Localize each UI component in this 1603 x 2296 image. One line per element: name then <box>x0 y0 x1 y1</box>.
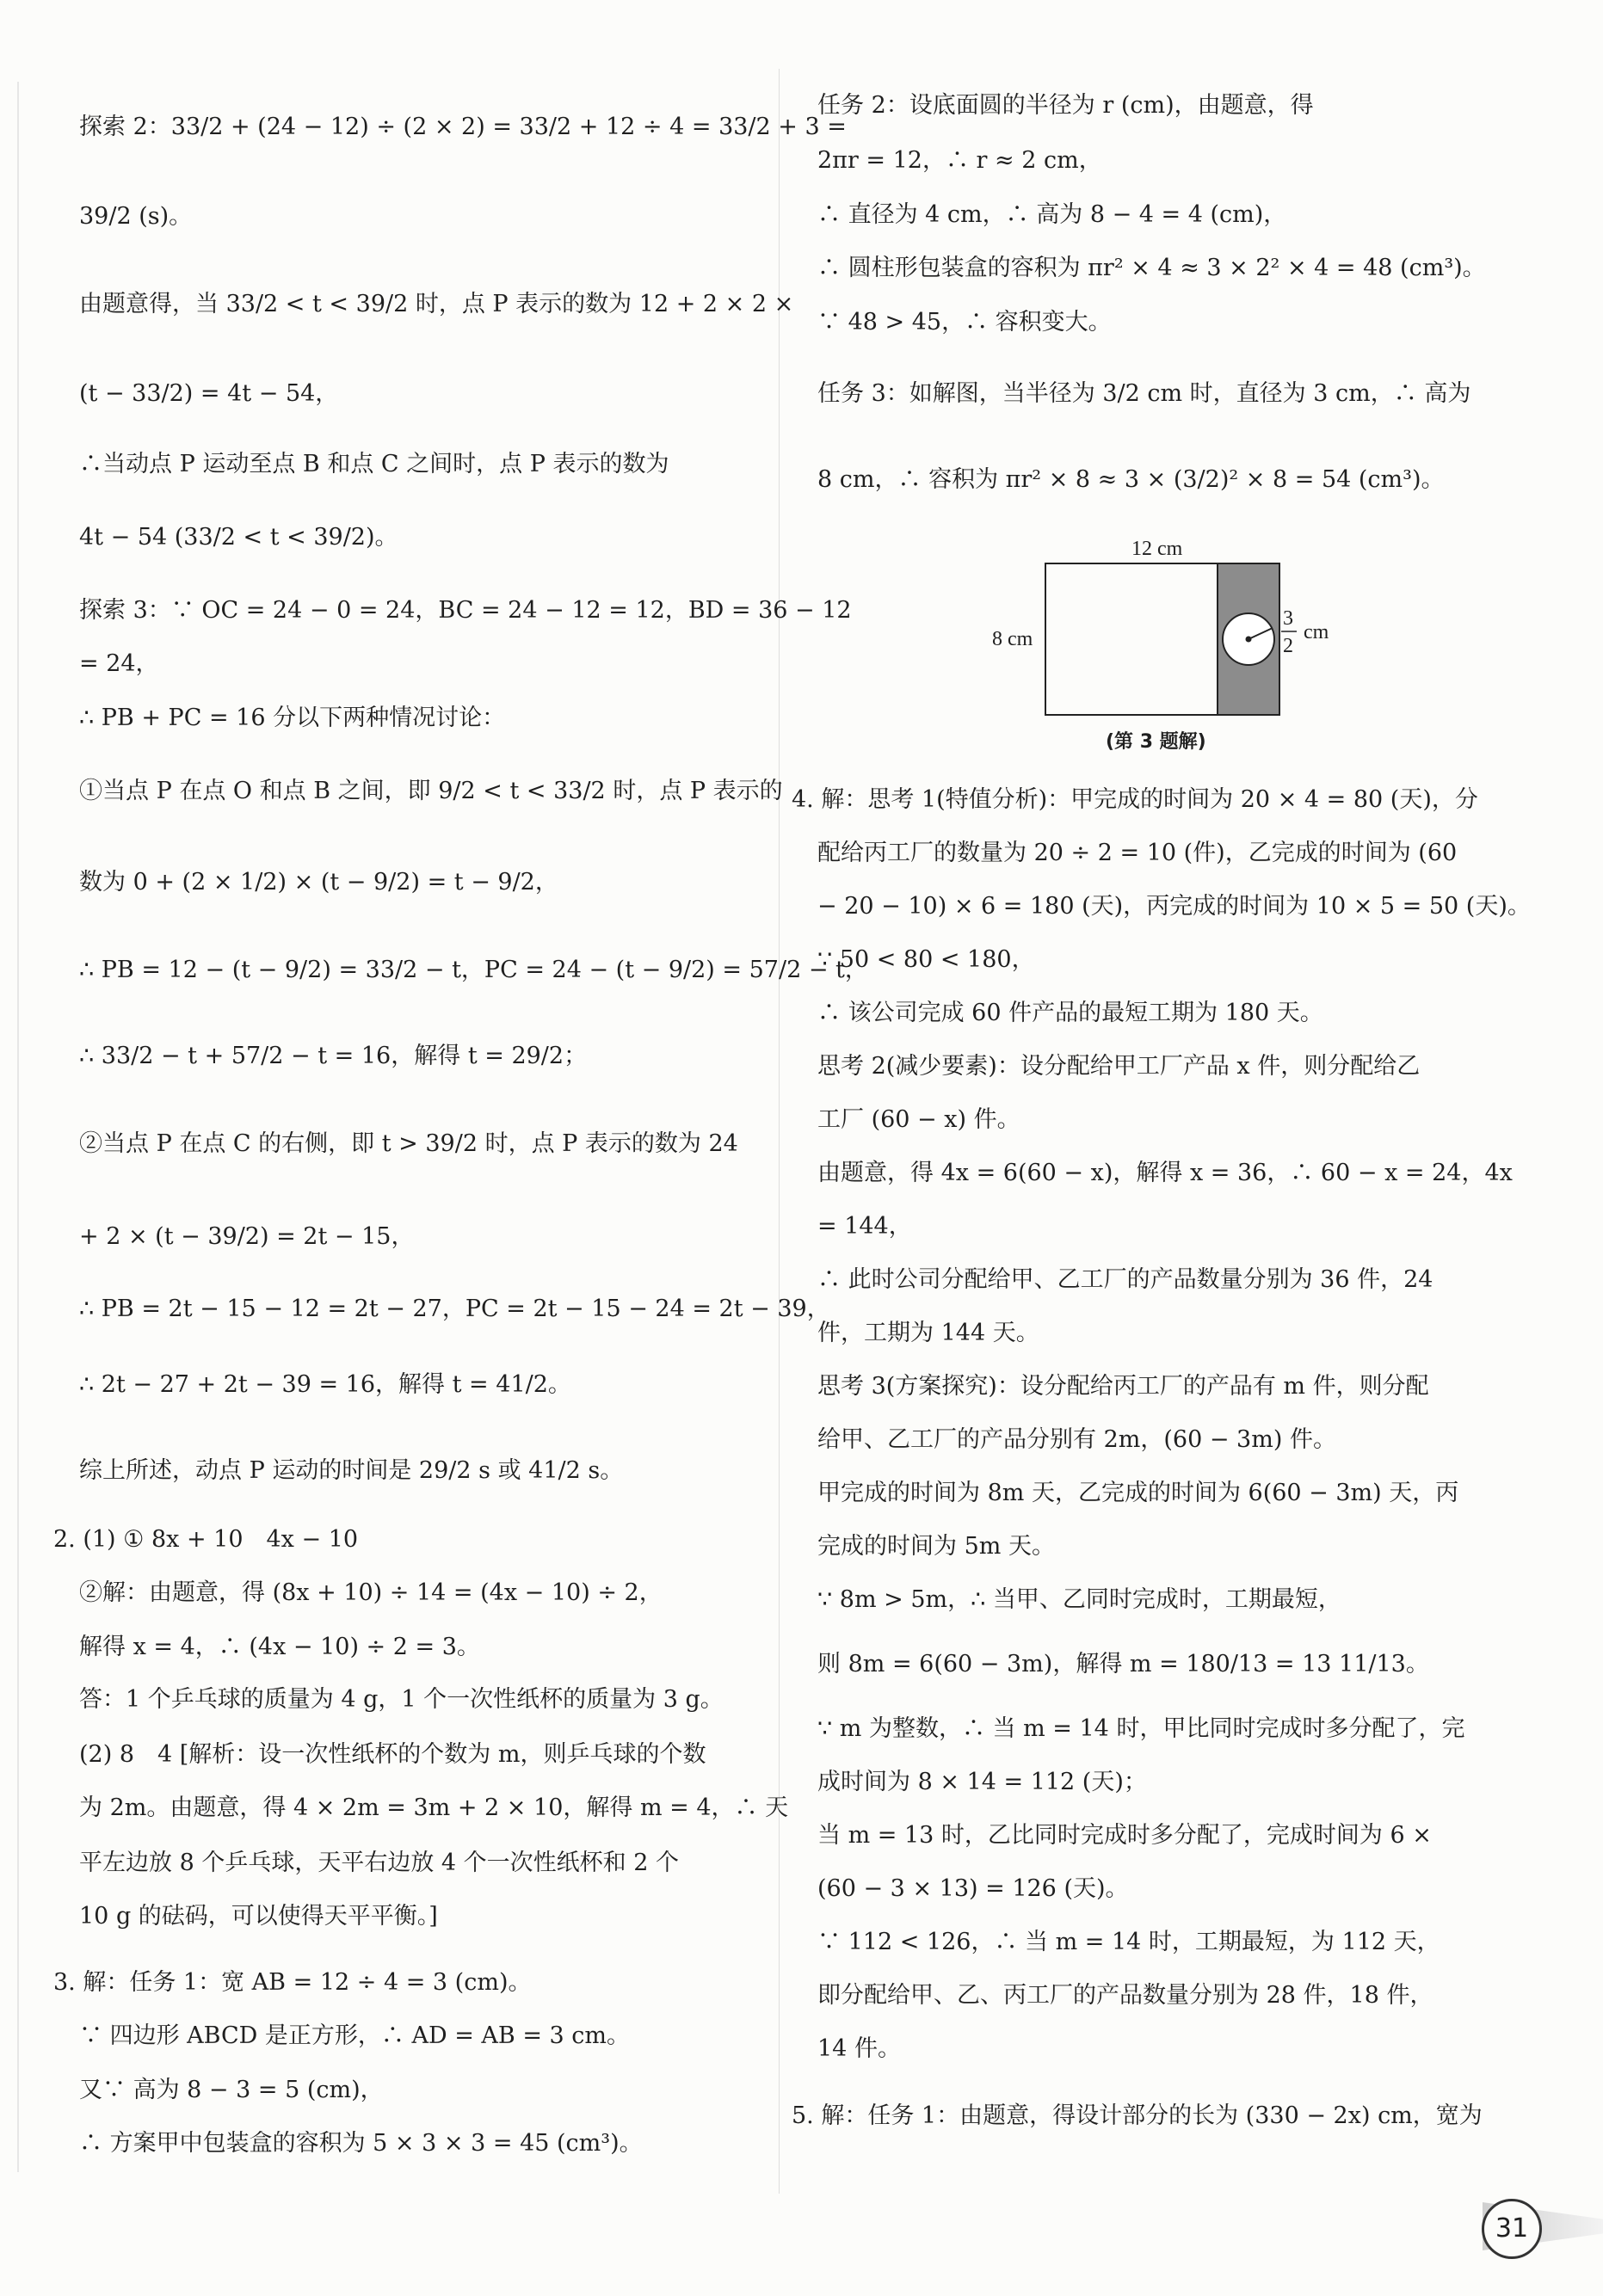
figure-caption: (第 3 题解) <box>1106 731 1206 753</box>
text-line: 由题意，得 4x = 6(60 − x)，解得 x = 36，∴ 60 − x = 24，4x <box>817 1160 1513 1186</box>
text-line: ∴ 该公司完成 60 件产品的最短工期为 180 天。 <box>817 1000 1323 1026</box>
text-line: 数为 0 + (2 × 1/2) × (t − 9/2) = t − 9/2， <box>79 869 558 896</box>
text-line: − 20 − 10) × 6 = 180 (天)，丙完成的时间为 10 × 5 = 50 (天)。 <box>817 893 1531 920</box>
text-line: 2πr = 12，∴ r ≈ 2 cm， <box>817 147 1102 174</box>
text-line: 完成的时间为 5m 天。 <box>817 1533 1055 1560</box>
text-line: 即分配给甲、乙、丙工厂的产品数量分别为 28 件，18 件， <box>817 1982 1433 2009</box>
text-line: ∴ 圆柱形包装盒的容积为 πr² × 4 ≈ 3 × 2² × 4 = 48 (cm³)。 <box>817 255 1486 281</box>
figure-3-solution <box>992 538 1390 773</box>
text-line: ∴ 方案甲中包装盒的容积为 5 × 3 × 3 = 45 (cm³)。 <box>79 2130 643 2157</box>
text-line: ∴ 2t − 27 + 2t − 39 = 16，解得 t = 41/2。 <box>79 1371 571 1398</box>
question-2-line: 2. (1) ① 8x + 10 4x − 10 <box>53 1526 359 1553</box>
text-line: = 24， <box>79 650 159 677</box>
text-line: ①当点 P 在点 O 和点 B 之间，即 9/2 < t < 33/2 时，点 P 表示的 <box>79 778 783 804</box>
text-line: 件，工期为 144 天。 <box>817 1320 1039 1346</box>
text-line: ∵ 50 < 80 < 180， <box>817 946 1035 973</box>
text-line: ∴ PB + PC = 16 分以下两种情况讨论： <box>79 705 506 731</box>
text-line: ∴当动点 P 运动至点 B 和点 C 之间时，点 P 表示的数为 <box>79 451 669 477</box>
text-line: 思考 2(减少要素)：设分配给甲工厂产品 x 件，则分配给乙 <box>817 1053 1421 1080</box>
text-line: 4t − 54 (33/2 < t < 39/2)。 <box>79 524 398 551</box>
figure-3-diagram <box>992 538 1390 770</box>
radius-unit: cm <box>1304 621 1329 643</box>
text-line: (t − 33/2) = 4t − 54， <box>79 380 339 407</box>
text-line: 当 m = 13 时，乙比同时完成时多分配了，完成时间为 6 × <box>817 1822 1432 1849</box>
text-line: ②解：由题意，得 (8x + 10) ÷ 14 = (4x − 10) ÷ 2， <box>79 1579 663 1606</box>
page-edge-mark <box>17 82 19 2172</box>
text-line: ∵ 112 < 126，∴ 当 m = 14 时，工期最短，为 112 天， <box>817 1929 1440 1955</box>
text-line: 任务 3：如解图，当半径为 3/2 cm 时，直径为 3 cm，∴ 高为 <box>817 380 1471 407</box>
text-line: 解得 x = 4，∴ (4x − 10) ÷ 2 = 3。 <box>79 1634 480 1660</box>
text-line: 综上所述，动点 P 运动的时间是 29/2 s 或 41/2 s。 <box>79 1457 624 1484</box>
text-line: ∴ PB = 2t − 15 − 12 = 2t − 27，PC = 2t − 15 − 24 = 2t − 39， <box>79 1296 830 1322</box>
text-line: ∴ 33/2 − t + 57/2 − t = 16，解得 t = 29/2； <box>79 1043 588 1069</box>
page-number: 31 <box>1482 2199 1542 2259</box>
text-line: ∵ 四边形 ABCD 是正方形，∴ AD = AB = 3 cm。 <box>79 2022 631 2049</box>
radius-denominator: 2 <box>1283 635 1293 657</box>
question-5-line: 5. 解：任务 1：由题意，得设计部分的长为 (330 − 2x) cm，宽为 <box>792 2102 1483 2129</box>
text-line: (60 − 3 × 13) = 126 (天)。 <box>817 1875 1129 1902</box>
text-line: ∴ 直径为 4 cm，∴ 高为 8 − 4 = 4 (cm)， <box>817 201 1287 228</box>
text-line: ∵ 8m > 5m，∴ 当甲、乙同时完成时，工期最短， <box>817 1586 1341 1613</box>
top-length-label: 12 cm <box>1131 538 1183 560</box>
text-line: 配给丙工厂的数量为 20 ÷ 2 = 10 (件)，乙完成的时间为 (60 <box>817 840 1458 866</box>
column-divider <box>779 69 780 2194</box>
text-line: + 2 × (t − 39/2) = 2t − 15， <box>79 1223 415 1250</box>
text-line: 则 8m = 6(60 − 3m)，解得 m = 180/13 = 13 11/13。 <box>817 1651 1429 1677</box>
text-line: ∵ 48 > 45，∴ 容积变大。 <box>817 309 1112 335</box>
text-line: 14 件。 <box>817 2035 901 2062</box>
question-4-line: 4. 解：思考 1(特值分析)：甲完成的时间为 20 × 4 = 80 (天)，分 <box>792 786 1478 813</box>
text-line: 答：1 个乒乓球的质量为 4 g，1 个一次性纸杯的质量为 3 g。 <box>79 1686 724 1713</box>
text-line: ∵ m 为整数，∴ 当 m = 14 时，甲比同时完成时多分配了，完 <box>817 1715 1465 1742</box>
text-line: = 144， <box>817 1213 912 1240</box>
text-line: 为 2m。由题意，得 4 × 2m = 3m + 2 × 10，解得 m = 4，∴ 天 <box>79 1794 789 1821</box>
text-line: 工厂 (60 − x) 件。 <box>817 1106 1020 1133</box>
text-line: 39/2 (s)。 <box>79 203 193 230</box>
text-line: 给甲、乙工厂的产品分别有 2m，(60 − 3m) 件。 <box>817 1426 1336 1453</box>
question-3-line: 3. 解：任务 1：宽 AB = 12 ÷ 4 = 3 (cm)。 <box>53 1969 532 1996</box>
left-length-label: 8 cm <box>992 628 1033 650</box>
text-line: 探索 3：∵ OC = 24 − 0 = 24，BC = 24 − 12 = 12，BD = 36 − 12 <box>79 597 852 624</box>
text-line: (2) 8 4 [解析：设一次性纸杯的个数为 m，则乒乓球的个数 <box>79 1741 706 1768</box>
text-line: 8 cm，∴ 容积为 πr² × 8 ≈ 3 × (3/2)² × 8 = 54 (cm³)。 <box>817 466 1445 493</box>
text-line: 10 g 的砝码，可以使得天平平衡。] <box>79 1903 438 1930</box>
text-line: 任务 2：设底面圆的半径为 r (cm)，由题意，得 <box>817 92 1314 119</box>
text-line: 思考 3(方案探究)：设分配给丙工厂的产品有 m 件，则分配 <box>817 1373 1429 1400</box>
text-line: 由题意得，当 33/2 < t < 39/2 时，点 P 表示的数为 12 + 2 × 2 × <box>79 291 794 317</box>
radius-numerator: 3 <box>1283 607 1293 630</box>
text-line: 探索 2：33/2 + (24 − 12) ÷ (2 × 2) = 33/2 + 12 ÷ 4 = 33/2 + 3 = <box>79 114 847 140</box>
text-line: 又∵ 高为 8 − 3 = 5 (cm)， <box>79 2077 384 2103</box>
text-line: ②当点 P 在点 C 的右侧，即 t > 39/2 时，点 P 表示的数为 24 <box>79 1130 738 1157</box>
text-line: 成时间为 8 × 14 = 112 (天)； <box>817 1769 1147 1795</box>
text-line: 平左边放 8 个乒乓球，天平右边放 4 个一次性纸杯和 2 个 <box>79 1850 680 1876</box>
text-line: ∴ 此时公司分配给甲、乙工厂的产品数量分别为 36 件，24 <box>817 1266 1433 1293</box>
text-line: ∴ PB = 12 − (t − 9/2) = 33/2 − t，PC = 24 − (t − 9/2) = 57/2 − t， <box>79 957 868 983</box>
text-line: 甲完成的时间为 8m 天，乙完成的时间为 6(60 − 3m) 天，丙 <box>817 1480 1459 1506</box>
